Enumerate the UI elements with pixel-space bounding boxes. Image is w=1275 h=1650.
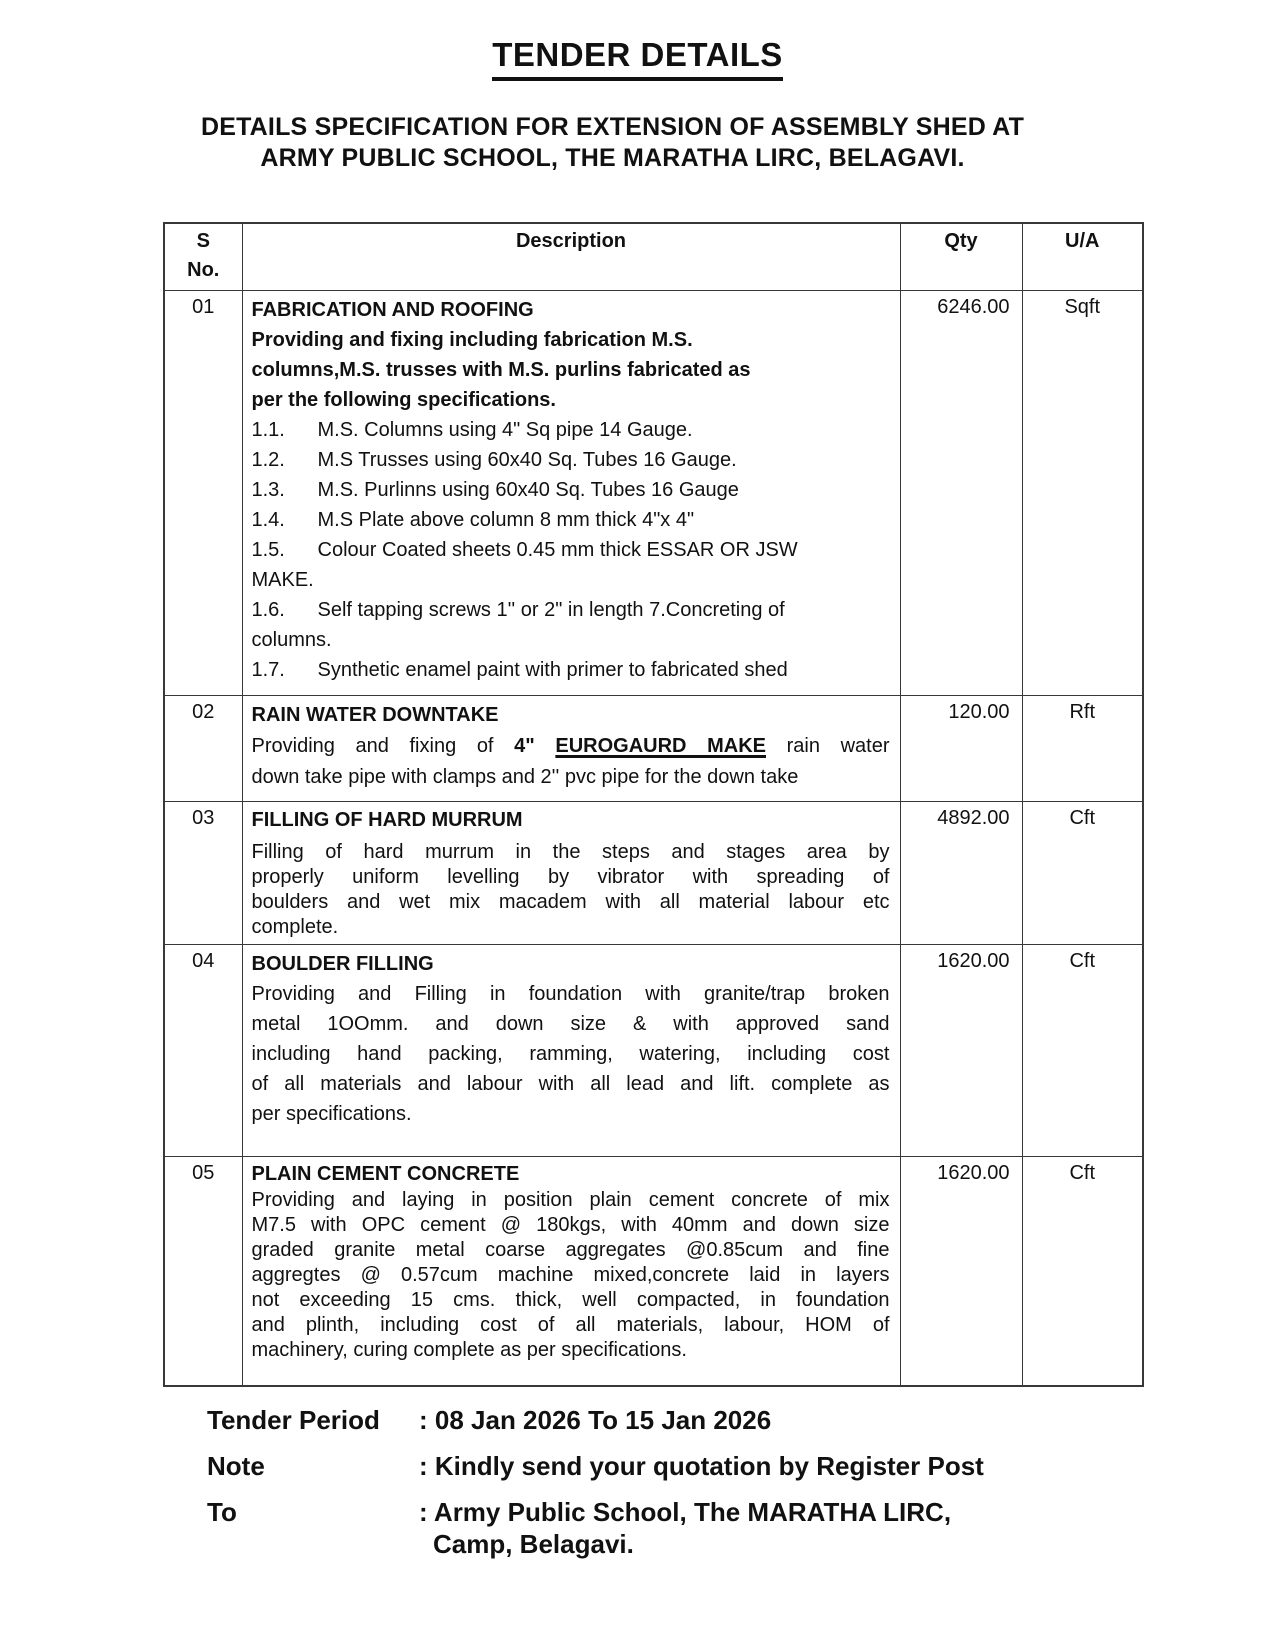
spec-item-continuation: columns. [251,629,332,651]
col-header-description: Description [242,223,900,291]
sno-cell: 04 [164,945,242,1157]
tender-period-value: : 08 Jan 2026 To 15 Jan 2026 [419,1405,772,1435]
spec-item-text: M.S. Columns using 4" Sq pipe 14 Gauge. [317,419,693,441]
spec-item-number: 1.1. [251,419,285,441]
tender-items-table [163,222,1144,1387]
description-line: per the following specifications. [251,389,556,411]
description-line: not exceeding 15 cms. thick, well compacted, in foundation [251,1289,890,1311]
description-cell [242,945,900,1157]
description-line: down take pipe with clamps and 2'' pvc pipe for the down take [251,766,799,788]
spec-item-number: 1.5. [251,539,285,561]
col-header-sno: S No. [164,223,242,291]
spec-item-text: M.S. Purlinns using 60x40 Sq. Tubes 16 Gauge [317,479,739,501]
description-line: boulders and wet mix macadem with all material labour etc [251,891,890,913]
spec-item-line [252,655,890,685]
description-line: metal 1OOmm. and down size & with approved sand [251,1013,890,1035]
spec-item-number: 1.4. [251,509,285,531]
spec-item-text: Synthetic enamel paint with primer to fabricated shed [317,659,788,681]
spec-item-number: 1.3. [251,479,285,501]
col-header-ua: U/A [1022,223,1143,291]
table-row-02 [164,696,1143,802]
spec-item-text: Self tapping screws 1'' or 2" in length 7.Concreting of [317,599,785,621]
table-header-row [164,223,1143,291]
item-title: FILLING OF HARD MURRUM [251,809,523,831]
to-value-line-2: Camp, Belagavi. [433,1529,634,1559]
description-cell [242,1157,900,1387]
table-row-01 [164,291,1143,696]
sno-cell: 01 [164,291,242,696]
item-title: RAIN WATER DOWNTAKE [251,704,499,726]
table-row-03 [164,802,1143,945]
description-cell [242,802,900,945]
spec-item-text: M.S Trusses using 60x40 Sq. Tubes 16 Gauge. [317,449,737,471]
sno-cell: 05 [164,1157,242,1387]
description-line: including hand packing, ramming, watering, including cost [251,1043,890,1065]
description-line: Providing and fixing of 4" EUROGAURD MAKE rain water [251,735,890,757]
spec-item-number: 1.6. [251,599,285,621]
description-line: Providing and fixing including fabrication M.S. [251,329,693,351]
to-value-line-1: : Army Public School, The MARATHA LIRC, [419,1497,952,1527]
spec-item-number: 1.2. [251,449,285,471]
description-line: columns,M.S. trusses with M.S. purlins fabricated as [251,359,751,381]
to-value [419,1496,1157,1560]
spec-item-number: 1.7. [251,659,285,681]
description-line: of all materials and labour with all lead and lift. complete as [251,1073,890,1095]
spec-item-line [252,595,890,625]
description-cell [242,291,900,696]
spec-item-text: M.S Plate above column 8 mm thick 4"x 4" [317,509,695,531]
description-line: complete. [251,916,339,938]
document-subtitle [0,112,1225,174]
ua-cell: Cft [1022,1157,1143,1387]
note-value: : Kindly send your quotation by Register Post [419,1451,984,1481]
description-line: properly uniform levelling by vibrator with spreading of [251,866,890,888]
item-title: PLAIN CEMENT CONCRETE [251,1163,520,1185]
subtitle-line-2: ARMY PUBLIC SCHOOL, THE MARATHA LIRC, BELAGAVI. [260,144,965,172]
description-line: machinery, curing complete as per specifications. [251,1339,687,1361]
footer-row-to [207,1496,1157,1560]
spec-item-continuation: MAKE. [251,569,314,591]
col-header-qty: Qty [900,223,1022,291]
item-title: BOULDER FILLING [251,953,434,975]
ua-cell: Sqft [1022,291,1143,696]
ua-cell: Cft [1022,802,1143,945]
description-line: graded granite metal coarse aggregates @0.85cum and fine [251,1239,890,1261]
tender-footer [207,1404,1157,1574]
ua-cell: Rft [1022,696,1143,802]
description-line: aggregtes @ 0.57cum machine mixed,concrete laid in layers [251,1264,890,1286]
note-label: Note [207,1451,265,1481]
description-line: M7.5 with OPC cement @ 180kgs, with 40mm and down size [251,1214,890,1236]
underlined-make-text: EUROGAURD MAKE [555,735,766,757]
table-row-05 [164,1157,1143,1387]
spec-item-line [252,445,890,475]
spec-item-line [252,475,890,505]
description-line: Filling of hard murrum in the steps and stages area by [251,841,890,863]
tender-period-label: Tender Period [207,1405,380,1435]
item-description [252,840,890,940]
item-title: FABRICATION AND ROOFING [251,299,534,321]
qty-cell: 6246.00 [900,291,1022,696]
sno-cell: 02 [164,696,242,802]
spec-item-line [252,505,890,535]
subtitle-line-1: DETAILS SPECIFICATION FOR EXTENSION OF ASSEMBLY SHED AT [200,113,1025,141]
footer-row-tender-period [207,1404,1157,1436]
table-row-04 [164,945,1143,1157]
ua-cell: Cft [1022,945,1143,1157]
sno-cell: 03 [164,802,242,945]
description-line: and plinth, including cost of all materials, labour, HOM of [251,1314,890,1336]
qty-cell: 1620.00 [900,1157,1022,1387]
spec-item-line [252,535,890,565]
spec-item-line [252,415,890,445]
spec-item-text: Colour Coated sheets 0.45 mm thick ESSAR OR JSW [317,539,798,561]
qty-cell: 120.00 [900,696,1022,802]
page-title-text: TENDER DETAILS [492,36,783,81]
qty-cell: 1620.00 [900,945,1022,1157]
description-line: per specifications. [251,1103,412,1125]
footer-row-note [207,1450,1157,1482]
page-title [0,36,1275,81]
description-line: Providing and Filling in foundation with granite/trap broken [251,983,890,1005]
to-label: To [207,1497,237,1527]
description-cell [242,696,900,802]
qty-cell: 4892.00 [900,802,1022,945]
description-line: Providing and laying in position plain cement concrete of mix [251,1189,890,1211]
